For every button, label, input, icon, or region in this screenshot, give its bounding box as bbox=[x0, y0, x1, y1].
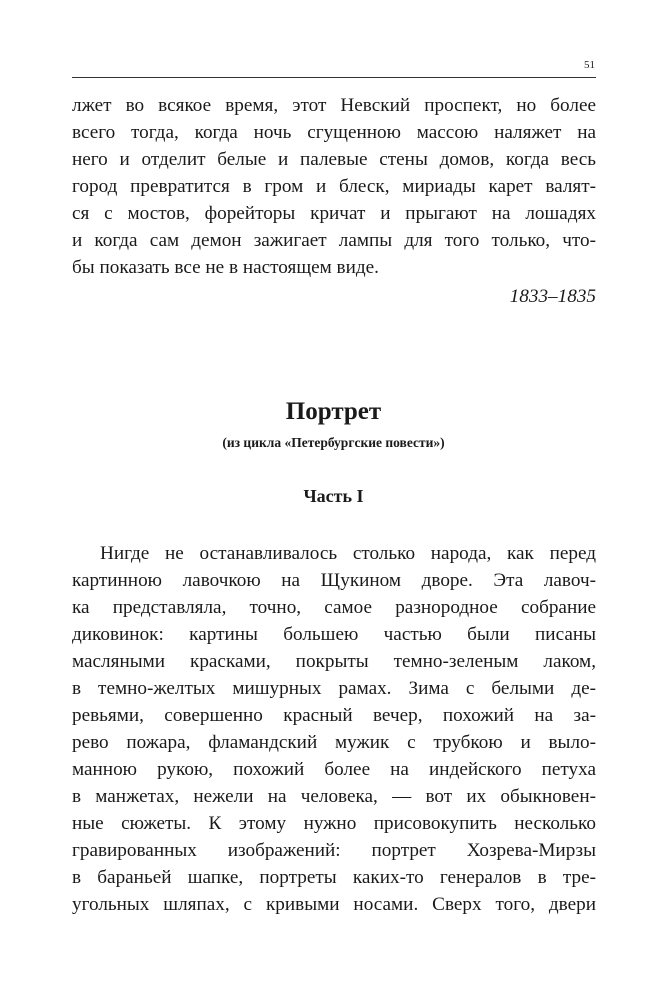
text-line: картинною лавочкою на Щукином дворе. Эта лавоч- bbox=[72, 570, 596, 591]
text-line: город превратится в гром и блеск, мириады карет валят- bbox=[72, 176, 596, 197]
text-line: в манжетах, нежели на человека, — вот их обыкновен- bbox=[72, 786, 596, 807]
text-line: Нигде не останавливалось столько народа, как перед bbox=[100, 543, 596, 564]
part-heading: Часть I bbox=[303, 486, 364, 506]
text-line: гравированных изображений: портрет Хозрева-Мирзы bbox=[72, 840, 596, 861]
page-number: 51 bbox=[584, 59, 595, 71]
text-line: угольных шляпах, с кривыми носами. Сверх того, двери bbox=[72, 894, 596, 915]
text-line: лжет во всякое время, этот Невский проспект, но более bbox=[72, 95, 596, 116]
text-line: него и отделит белые и палевые стены домов, когда весь bbox=[72, 149, 596, 170]
text-line: манною рукою, похожий более на индейского петуха bbox=[72, 759, 596, 780]
text-line: ся с мостов, форейторы кричат и прыгают на лошадях bbox=[72, 203, 596, 224]
text-line: всего тогда, когда ночь сгущенною массою наляжет на bbox=[72, 122, 596, 143]
chapter-title: Портрет bbox=[285, 398, 382, 425]
chapter-subtitle: (из цикла «Петербургские повести») bbox=[222, 435, 445, 450]
text-line: ревьями, совершенно красный вечер, похожий на за- bbox=[72, 705, 596, 726]
text-line: масляными красками, покрыты темно-зеленым лаком, bbox=[72, 651, 596, 672]
text-line: в бараньей шапке, портреты каких-то генералов в тре- bbox=[72, 867, 596, 888]
text-line: бы показать все не в настоящем виде. bbox=[72, 257, 379, 278]
header-rule bbox=[72, 77, 596, 78]
text-line: в темно-желтых мишурных рамах. Зима с белыми де- bbox=[72, 678, 596, 699]
text-line: и когда сам демон зажигает лампы для того только, что- bbox=[72, 230, 596, 251]
text-line: ные сюжеты. К этому нужно присовокупить несколько bbox=[72, 813, 596, 834]
date-line: 1833–1835 bbox=[509, 286, 596, 307]
text-line: ка представляла, точно, самое разнородное собрание bbox=[72, 597, 596, 618]
text-line: диковинок: картины большею частью были писаны bbox=[72, 624, 596, 645]
text-line: рево пожара, фламандский мужик с трубкою и выло- bbox=[72, 732, 596, 753]
